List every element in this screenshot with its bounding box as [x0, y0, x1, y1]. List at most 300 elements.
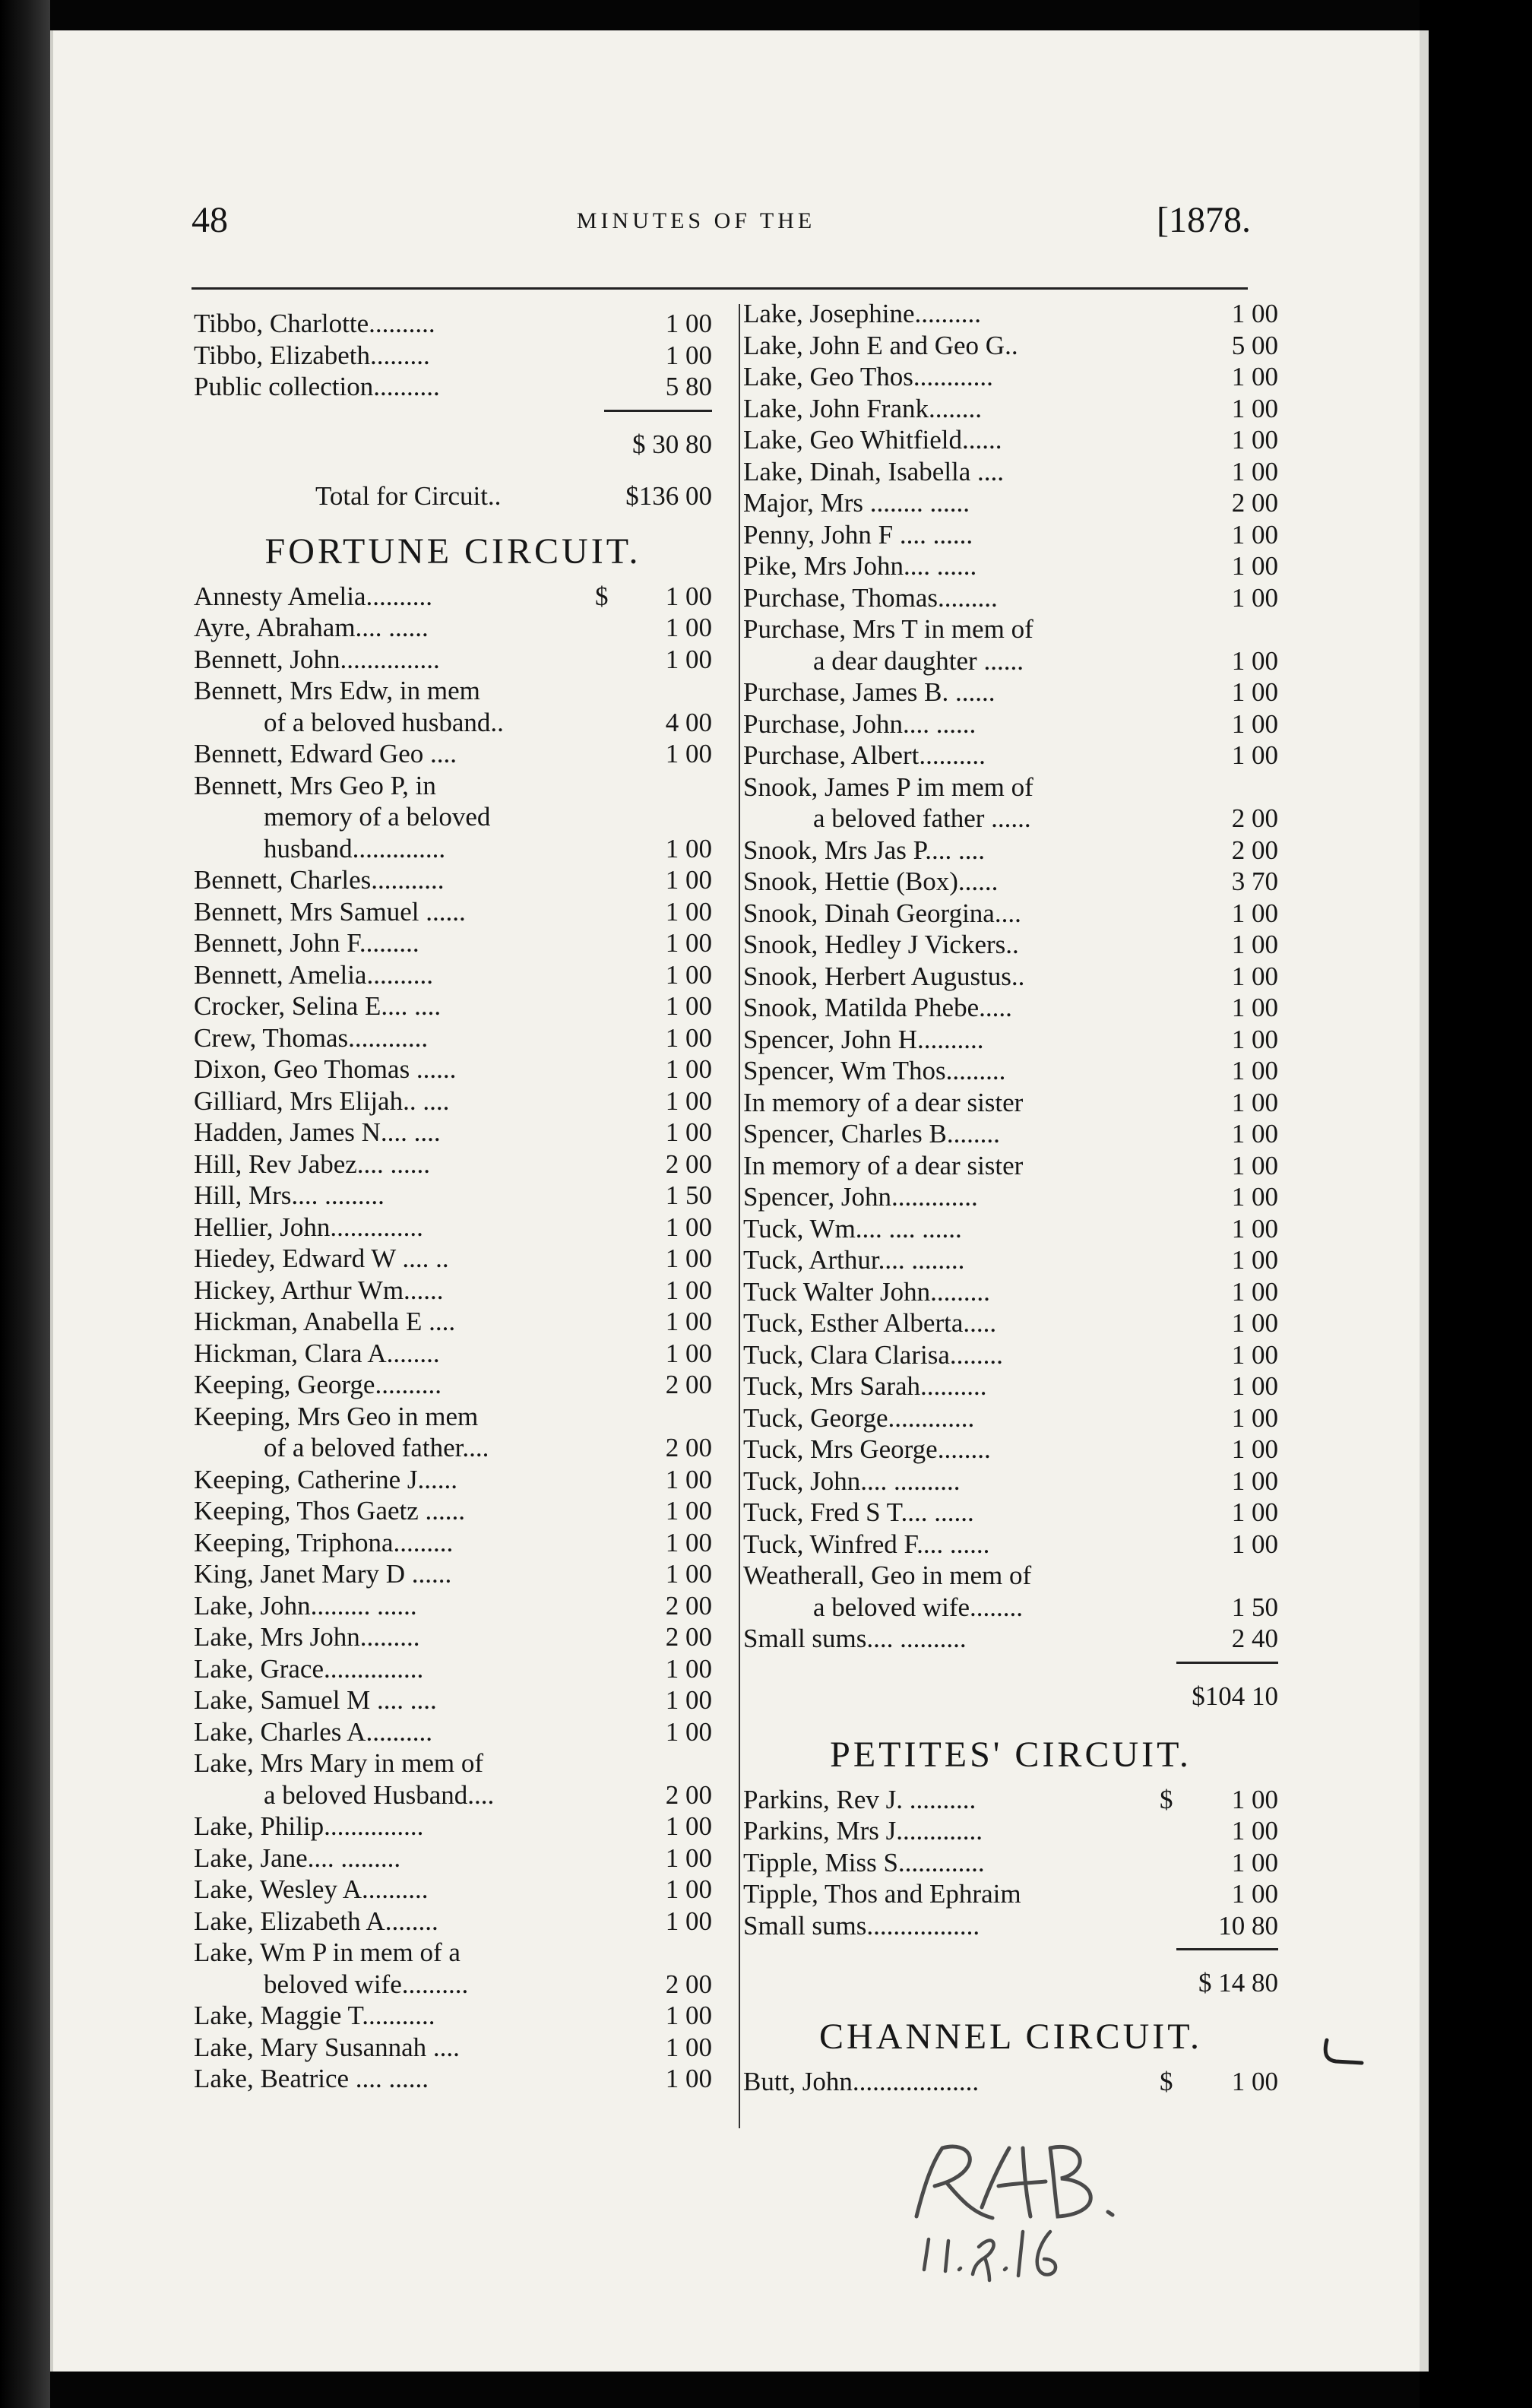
entry-row: [194, 2032, 712, 2064]
entry-row: [743, 961, 1278, 993]
entry-name: Tipple, Thos and Ephraim: [743, 1879, 1021, 1909]
entry-name: Snook, Herbert Augustus..: [743, 961, 1025, 991]
subtotal-rule: [194, 403, 712, 420]
entry-row: [194, 738, 712, 770]
entry-row: [743, 1276, 1278, 1308]
entry-name: Tuck, Fred S T.... ......: [743, 1497, 974, 1527]
entry-name: Bennett, Amelia..........: [194, 959, 433, 990]
entry-row: [743, 1024, 1278, 1056]
entry-row: [743, 613, 1278, 645]
entry-name: In memory of a dear sister: [743, 1087, 1024, 1117]
entry-row: [194, 864, 712, 896]
entry-row: [743, 772, 1278, 803]
entry-amount: 2 00: [1231, 488, 1278, 518]
entry-name: Parkins, Mrs J.............: [743, 1816, 983, 1846]
entry-amount: 5 80: [665, 372, 712, 401]
entry-name: Pike, Mrs John.... ......: [743, 551, 977, 581]
entry-row: [743, 582, 1278, 614]
entry-row: [743, 393, 1278, 425]
entry-name: beloved wife..........: [264, 1969, 469, 1999]
petites-total-row: [743, 1958, 1278, 2008]
entry-amount: 1 00: [665, 1338, 712, 1368]
entry-name: Bennett, Charles...........: [194, 865, 445, 895]
entry-row: [194, 675, 712, 707]
entry-amount: 3 70: [1231, 867, 1278, 896]
entry-name: In memory of a dear sister: [743, 1150, 1024, 1180]
entry-name: Public collection..........: [194, 372, 440, 401]
entry-row: [194, 1306, 712, 1338]
entry-amount: 2 00: [665, 1433, 712, 1462]
entry-row: [194, 1747, 712, 1779]
entry-row: [194, 990, 712, 1022]
subtotal-value: $ 30 80: [632, 429, 712, 459]
entry-name: Snook, Hettie (Box)......: [743, 867, 999, 896]
entry-amount: 1 00: [665, 928, 712, 958]
entry-row: [194, 1275, 712, 1307]
entry-name: Lake, Dinah, Isabella ....: [743, 456, 1005, 486]
entry-amount: 1 00: [1231, 677, 1278, 707]
entry-name: Lake, Mary Susannah ....: [194, 2032, 460, 2062]
entry-name: Annesty Amelia..........: [194, 581, 432, 611]
circuit-total-row: [194, 470, 712, 523]
entry-name: Crew, Thomas............: [194, 1022, 429, 1053]
entry-row: [194, 1590, 712, 1622]
entry-amount: 1 00: [665, 1307, 712, 1336]
entry-amount: 1 00: [1231, 961, 1278, 991]
entry-name: a beloved wife........: [813, 1592, 1024, 1622]
left-column: [194, 308, 712, 2095]
entry-continuation: [743, 1592, 1278, 1624]
entry-amount: 1 00: [665, 1685, 712, 1715]
entry-name: Hellier, John..............: [194, 1212, 423, 1242]
entry-name: Lake, Josephine..........: [743, 299, 981, 328]
entry-name: Gilliard, Mrs Elijah.. ....: [194, 1085, 450, 1116]
entry-row: [743, 676, 1278, 708]
petites-total-rule: [743, 1941, 1278, 1958]
entry-name: Small sums.... ..........: [743, 1624, 967, 1653]
entry-name: Ayre, Abraham.... ......: [194, 613, 429, 642]
entry-row: [194, 1180, 712, 1212]
entry-row: [743, 1181, 1278, 1213]
entry-amount: 1 00: [665, 1874, 712, 1904]
entry-amount: 1 00: [665, 644, 712, 674]
fortune-entries: [194, 581, 712, 2095]
entry-name: Dixon, Geo Thomas ......: [194, 1054, 457, 1084]
entry-name: Lake, Grace...............: [194, 1653, 424, 1684]
entry-amount: 1 50: [1231, 1592, 1278, 1622]
entry-row: [194, 1558, 712, 1590]
entry-row: [743, 929, 1278, 961]
entry-name: Crocker, Selina E.... ....: [194, 991, 442, 1021]
entry-row: [743, 740, 1278, 772]
entry-name: Lake, John Frank........: [743, 393, 982, 423]
entry-amount: 2 00: [665, 1622, 712, 1652]
dollar-sign: $: [1160, 1784, 1173, 1814]
entry-row: [194, 1243, 712, 1275]
fortune-entries-continued: [743, 298, 1278, 1655]
entry-row: [194, 1054, 712, 1085]
entry-amount: 1 00: [665, 1085, 712, 1116]
entry-row: [743, 835, 1278, 867]
entry-row: [194, 2063, 712, 2095]
entry-amount: 1 00: [665, 309, 712, 338]
fortune-total-value: $104 10: [1192, 1681, 1278, 1711]
entry-amount: 1 00: [1231, 1784, 1278, 1814]
entry-row: [743, 487, 1278, 519]
entry-row: [743, 519, 1278, 551]
entry-name: Tibbo, Elizabeth.........: [194, 340, 430, 370]
entry-amount: 1 50: [665, 1180, 712, 1210]
entry-amount: 1 00: [1231, 1529, 1278, 1559]
entry-amount: 1 00: [665, 1464, 712, 1494]
entry-amount: 1 00: [1231, 393, 1278, 423]
entry-continuation: [194, 1779, 712, 1811]
entry-name: Lake, Wesley A..........: [194, 1874, 429, 1904]
entry-name: Lake, Jane.... .........: [194, 1842, 401, 1873]
entry-amount: 1 00: [1231, 1371, 1278, 1401]
entry-name: Lake, Philip...............: [194, 1811, 424, 1841]
entry-row: [194, 1495, 712, 1527]
entry-amount: 2 00: [665, 1590, 712, 1621]
entry-name: Keeping, George..........: [194, 1370, 442, 1399]
entry-name: Hiedey, Edward W .... ..: [194, 1244, 449, 1273]
entry-row: [194, 1842, 712, 1874]
entry-row: [743, 424, 1278, 456]
entry-amount: 1 00: [1231, 898, 1278, 928]
entry-name: Bennett, Edward Geo ....: [194, 739, 457, 768]
entry-row: [743, 992, 1278, 1024]
entry-amount: 1 00: [665, 1653, 712, 1684]
entry-name: Tuck, Clara Clarisa........: [743, 1339, 1003, 1370]
entry-name: Tuck, George.............: [743, 1402, 975, 1433]
petites-entries: [743, 1784, 1278, 1942]
entry-name: Lake, Geo Whitfield......: [743, 425, 1002, 455]
entry-amount: 1 00: [1231, 1879, 1278, 1909]
entry-row: [743, 1055, 1278, 1087]
entry-row: [194, 1874, 712, 1906]
entry-row: [194, 1401, 712, 1433]
entry-name: Purchase, Mrs T in mem of: [743, 614, 1033, 644]
entry-row: [194, 1716, 712, 1748]
entry-amount: 1 00: [1231, 708, 1278, 739]
entry-row: [743, 1910, 1278, 1942]
entry-row: [743, 1434, 1278, 1465]
entry-row: [194, 1811, 712, 1842]
entry-row: [194, 612, 712, 644]
entry-row: [743, 1560, 1278, 1592]
running-header: [141, 199, 1251, 260]
entry-name: Lake, Mrs John.........: [194, 1622, 420, 1652]
entry-amount: 1 00: [1231, 1150, 1278, 1180]
entry-continuation: [194, 1432, 712, 1464]
entry-name: Spencer, John.............: [743, 1182, 978, 1212]
entry-name: Lake, Beatrice .... ......: [194, 2064, 429, 2093]
entry-amount: 1 00: [665, 1527, 712, 1557]
entry-amount: 5 00: [1231, 330, 1278, 360]
entry-amount: 1 00: [665, 1212, 712, 1242]
entry-row: [743, 1497, 1278, 1529]
entry-amount: 1 00: [665, 2001, 712, 2030]
entry-amount: 1 00: [1231, 1308, 1278, 1338]
entry-row: [194, 770, 712, 802]
entry-amount: 1 00: [1231, 1056, 1278, 1085]
entry-name: husband..............: [264, 833, 446, 863]
entry-name: Keeping, Thos Gaetz ......: [194, 1496, 466, 1526]
entry-amount: 1 00: [665, 1275, 712, 1305]
entry-row: [194, 959, 712, 991]
entry-row: [194, 340, 712, 372]
entry-row: [194, 581, 712, 613]
entry-amount: 1 00: [1231, 425, 1278, 455]
right-column: [743, 298, 1278, 2098]
entry-amount: 1 00: [1231, 1339, 1278, 1370]
entry-name: Tuck, Winfred F.... ......: [743, 1529, 990, 1559]
entry-row: [194, 1149, 712, 1180]
entry-amount: 1 00: [1231, 1276, 1278, 1307]
page-right-edge: [1420, 30, 1429, 2372]
entry-amount: 1 00: [665, 613, 712, 642]
entry-amount: 10 80: [1218, 1910, 1278, 1941]
entry-row: [743, 1465, 1278, 1497]
entry-amount: 1 00: [665, 581, 712, 611]
entry-name: Tibbo, Charlotte..........: [194, 309, 435, 338]
entry-name: Tuck Walter John.........: [743, 1276, 990, 1307]
dollar-sign: $: [595, 581, 609, 611]
entry-row: [743, 1878, 1278, 1910]
entry-amount: 1 00: [665, 865, 712, 895]
page-number: 48: [192, 200, 228, 240]
running-title: MINUTES OF THE: [576, 208, 816, 233]
entry-row: [194, 927, 712, 959]
entry-amount: 1 00: [1231, 1847, 1278, 1877]
entry-amount: 1 00: [665, 896, 712, 927]
entry-name: Hadden, James N.... ....: [194, 1117, 441, 1147]
entry-amount: 1 00: [1231, 1816, 1278, 1846]
entry-name: Bennett, Mrs Samuel ......: [194, 896, 466, 927]
entry-continuation: [194, 801, 712, 833]
entry-name: a beloved father ......: [813, 803, 1031, 833]
entry-row: [743, 1213, 1278, 1245]
entry-row: [743, 708, 1278, 740]
entry-row: [743, 1244, 1278, 1276]
entry-row: [194, 644, 712, 676]
entry-amount: 1 00: [1231, 1497, 1278, 1527]
entry-amount: 1 00: [665, 1054, 712, 1084]
entry-continuation: [194, 1969, 712, 2001]
channel-entries: [743, 2066, 1278, 2098]
entry-amount: 1 00: [665, 1496, 712, 1526]
entry-name: Lake, Charles A..........: [194, 1716, 432, 1747]
entry-amount: 1 00: [665, 1117, 712, 1147]
entry-name: Purchase, Albert..........: [743, 740, 986, 770]
entry-amount: 1 00: [1231, 582, 1278, 613]
entry-continuation: [194, 707, 712, 739]
entry-row: [743, 1402, 1278, 1434]
entry-row: [743, 1623, 1278, 1655]
entry-amount: 1 00: [665, 1906, 712, 1936]
entry-amount: 1 00: [1231, 362, 1278, 391]
entry-row: [743, 1815, 1278, 1847]
entry-row: [194, 1464, 712, 1496]
entry-name: King, Janet Mary D ......: [194, 1559, 452, 1589]
entry-row: [743, 1118, 1278, 1150]
entry-row: [743, 330, 1278, 362]
fortune-total-row: [743, 1671, 1278, 1722]
entry-name: Bennett, Mrs Edw, in mem: [194, 676, 480, 705]
entry-amount: 2 00: [665, 1779, 712, 1810]
entry-name: Bennett, Mrs Geo P, in: [194, 770, 436, 800]
entry-amount: 1 00: [1231, 1119, 1278, 1149]
entry-amount: 1 00: [665, 1559, 712, 1589]
entry-name: a beloved Husband....: [264, 1779, 495, 1810]
entry-name: Major, Mrs ........ ......: [743, 488, 970, 518]
column-divider: [739, 304, 740, 2128]
entry-name: Lake, Samuel M .... ....: [194, 1685, 437, 1715]
entry-name: Snook, Dinah Georgina....: [743, 898, 1021, 928]
entry-name: Lake, Elizabeth A........: [194, 1906, 438, 1936]
entry-name: Keeping, Triphona.........: [194, 1527, 454, 1557]
pencil-edge-mark: [1321, 2037, 1365, 2067]
year-label: [1878.: [1157, 200, 1251, 240]
petites-total-value: $ 14 80: [1198, 1968, 1278, 1998]
entry-name: Spencer, Charles B........: [743, 1119, 1000, 1149]
entry-row: [743, 1339, 1278, 1371]
channel-circuit-heading: CHANNEL CIRCUIT.: [819, 2017, 1202, 2057]
entry-amount: 1 00: [1231, 993, 1278, 1022]
entry-amount: 1 00: [1231, 299, 1278, 328]
entry-amount: 1 00: [1231, 1182, 1278, 1212]
right-scan-border: [1420, 0, 1532, 2408]
entry-name: Hill, Mrs.... .........: [194, 1180, 385, 1210]
entry-name: Lake, Wm P in mem of a: [194, 1937, 461, 1967]
entry-name: Hickman, Anabella E ....: [194, 1307, 456, 1336]
entry-name: Keeping, Catherine J......: [194, 1464, 457, 1494]
entry-row: [743, 1784, 1278, 1816]
fortune-total-rule: [743, 1655, 1278, 1671]
entry-amount: 2 00: [665, 1149, 712, 1179]
entry-name: Lake, Geo Thos............: [743, 362, 993, 391]
entry-name: Bennett, John F.........: [194, 928, 419, 958]
entry-row: [743, 1087, 1278, 1119]
entry-name: Lake, John......... ......: [194, 1590, 417, 1621]
entry-name: Spencer, Wm Thos.........: [743, 1056, 1006, 1085]
entry-row: [194, 1653, 712, 1685]
entry-row: [743, 550, 1278, 582]
entry-amount: 1 00: [1231, 2067, 1278, 2096]
entry-row: [194, 1937, 712, 1969]
entry-name: a dear daughter ......: [813, 645, 1024, 676]
entry-row: [194, 1684, 712, 1716]
entry-continuation: [743, 803, 1278, 835]
header-rule: [192, 287, 1248, 290]
entry-name: Small sums.................: [743, 1910, 980, 1941]
entry-amount: 1 00: [1231, 740, 1278, 770]
entry-row: [194, 1338, 712, 1370]
entry-row: [743, 1847, 1278, 1879]
entry-amount: 2 00: [1231, 803, 1278, 833]
entry-row: [194, 896, 712, 928]
entry-amount: 1 00: [665, 340, 712, 370]
entry-row: [743, 298, 1278, 330]
entry-row: [743, 1370, 1278, 1402]
entry-amount: 4 00: [665, 707, 712, 737]
entry-name: Snook, Mrs Jas P.... ....: [743, 835, 985, 865]
entry-name: memory of a beloved: [264, 802, 491, 832]
entry-name: Snook, James P im mem of: [743, 772, 1033, 802]
entry-amount: 1 00: [665, 2064, 712, 2093]
petites-circuit-heading: PETITES' CIRCUIT.: [830, 1734, 1192, 1775]
entry-row: [194, 1085, 712, 1117]
entry-amount: 1 00: [665, 2032, 712, 2062]
entry-continuation: [743, 645, 1278, 677]
entry-name: Tuck, Esther Alberta.....: [743, 1308, 997, 1338]
entry-name: Tipple, Miss S.............: [743, 1847, 985, 1877]
entry-row: [743, 898, 1278, 930]
entry-amount: 2 40: [1231, 1624, 1278, 1653]
entry-row: [194, 1212, 712, 1244]
entry-name: Spencer, John H..........: [743, 1024, 984, 1054]
entry-amount: 1 00: [665, 1716, 712, 1747]
entry-name: Tuck, Arthur.... ........: [743, 1245, 965, 1275]
entry-name: Keeping, Mrs Geo in mem: [194, 1401, 479, 1431]
entry-name: Lake, John E and Geo G..: [743, 330, 1018, 360]
entry-name: Butt, John...................: [743, 2067, 980, 2096]
entry-amount: 2 00: [665, 1370, 712, 1399]
subtotal-row: [194, 420, 712, 470]
entry-amount: 2 00: [1231, 835, 1278, 865]
entry-name: Hill, Rev Jabez.... ......: [194, 1149, 431, 1179]
entry-name: Penny, John F .... ......: [743, 519, 973, 550]
entry-row: [194, 308, 712, 340]
entry-row: [743, 2066, 1278, 2098]
entry-name: Tuck, Mrs Sarah..........: [743, 1371, 987, 1401]
entry-row: [743, 866, 1278, 898]
entry-row: [194, 1117, 712, 1149]
entry-amount: 1 00: [1231, 1402, 1278, 1433]
entry-row: [194, 1621, 712, 1653]
entry-row: [743, 1529, 1278, 1560]
entry-amount: 1 00: [1231, 551, 1278, 581]
entry-amount: 1 00: [1231, 1087, 1278, 1117]
entry-amount: 1 00: [1231, 930, 1278, 959]
entry-name: Parkins, Rev J. ..........: [743, 1784, 976, 1814]
entry-amount: 2 00: [665, 1969, 712, 1999]
entry-row: [743, 456, 1278, 488]
entry-name: Hickman, Clara A........: [194, 1338, 440, 1368]
entry-row: [194, 1369, 712, 1401]
entry-name: Snook, Matilda Phebe.....: [743, 993, 1012, 1022]
entry-row: [743, 1307, 1278, 1339]
entry-name: Weatherall, Geo in mem of: [743, 1560, 1032, 1590]
entry-name: Snook, Hedley J Vickers..: [743, 930, 1019, 959]
entry-amount: 1 00: [1231, 519, 1278, 550]
entry-name: Purchase, John.... ......: [743, 708, 976, 739]
entry-name: Lake, Maggie T...........: [194, 2001, 435, 2030]
entry-amount: 1 00: [665, 991, 712, 1021]
handwritten-initials-mark: [909, 2118, 1152, 2292]
entry-row: [194, 2000, 712, 2032]
entry-row: [194, 371, 712, 403]
circuit-total-label: Total for Circuit..: [315, 480, 502, 511]
entry-name: Purchase, Thomas.........: [743, 582, 998, 613]
entry-amount: 1 00: [1231, 1434, 1278, 1464]
entry-name: Tuck, Mrs George........: [743, 1434, 991, 1464]
fortune-circuit-heading: FORTUNE CIRCUIT.: [264, 531, 641, 572]
entry-amount: 1 00: [665, 1022, 712, 1053]
dollar-sign: $: [1160, 2067, 1173, 2096]
entry-amount: 1 00: [665, 959, 712, 990]
entry-amount: 1 00: [1231, 1213, 1278, 1244]
